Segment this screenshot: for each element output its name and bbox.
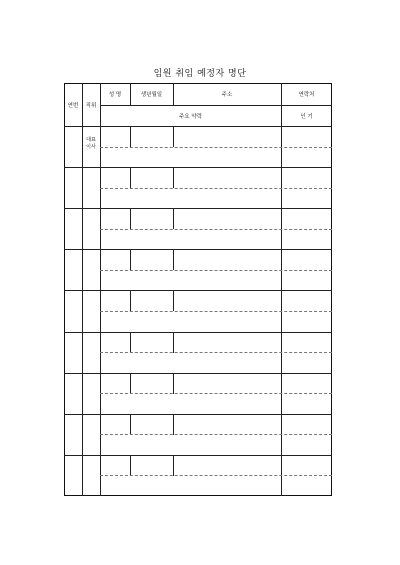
header-bottom-line — [64, 126, 332, 127]
row-divider-name — [130, 373, 131, 394]
header-name: 성 명 — [108, 92, 122, 98]
row-divider-birth — [173, 290, 174, 311]
row-dashed-line — [100, 229, 332, 230]
row-dashed-line — [100, 434, 332, 435]
header-mid-line — [100, 105, 332, 106]
row-separator — [64, 373, 332, 374]
row-divider-birth — [173, 373, 174, 394]
row-dashed-line — [100, 311, 332, 312]
row-divider-name — [130, 167, 131, 188]
row-separator — [64, 290, 332, 291]
header-position: 직위 — [85, 102, 97, 109]
header-career: 주요 약력 — [178, 113, 202, 120]
row-dashed-line — [100, 270, 332, 271]
header-seal: 인 기 — [300, 113, 313, 120]
row-dashed-line — [100, 352, 332, 353]
row-dashed-line — [100, 475, 332, 476]
row-divider-name — [130, 208, 131, 229]
row-dashed-line — [100, 188, 332, 189]
row-separator — [64, 167, 332, 168]
row-divider-birth — [173, 249, 174, 270]
row-divider-name — [130, 455, 131, 476]
header-address: 주소 — [221, 92, 233, 98]
row-divider-birth — [173, 126, 174, 147]
header-birth: 생년월일 — [140, 92, 163, 98]
document-title: 임원 취임 예정자 명단 — [153, 69, 247, 79]
row-dashed-line — [100, 393, 332, 394]
row-divider-name — [130, 290, 131, 311]
row-divider-birth — [173, 455, 174, 476]
col-divider-name-head — [130, 83, 131, 105]
row-dashed-line — [100, 147, 332, 148]
row-divider-birth — [173, 332, 174, 353]
row-1-position-text: 대표 이사 — [86, 137, 96, 150]
row-separator — [64, 208, 332, 209]
row-divider-birth — [173, 208, 174, 229]
row-separator — [64, 455, 332, 456]
header-no: 연번 — [67, 102, 79, 109]
row-divider-name — [130, 249, 131, 270]
header-contact: 연락처 — [298, 92, 315, 98]
row-divider-name — [130, 126, 131, 147]
row-divider-name — [130, 332, 131, 353]
row-separator — [64, 414, 332, 415]
row-divider-birth — [173, 414, 174, 435]
row-divider-birth — [173, 167, 174, 188]
row-1-position — [82, 137, 100, 151]
row-separator — [64, 249, 332, 250]
roster-table — [64, 83, 333, 497]
row-divider-name — [130, 414, 131, 435]
row-separator — [64, 332, 332, 333]
col-divider-birth-head — [173, 83, 174, 105]
